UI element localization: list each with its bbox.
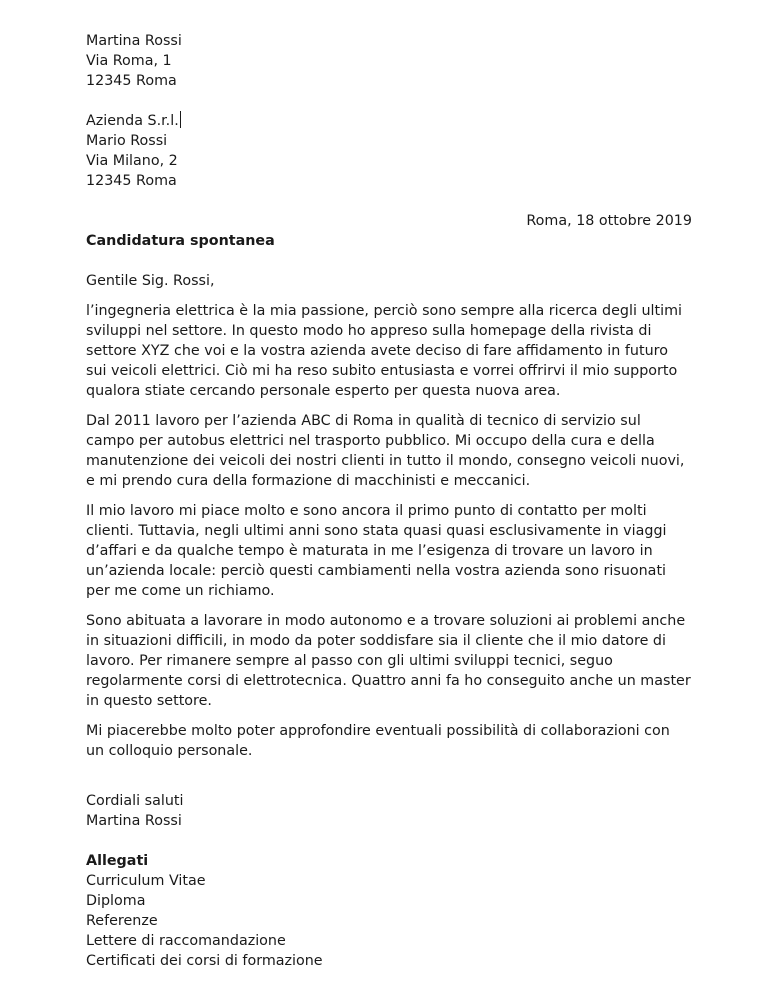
- recipient-city: 12345 Roma: [86, 173, 177, 189]
- sender-city: 12345 Roma: [86, 73, 177, 89]
- recipient-company: Azienda S.r.l.: [86, 113, 179, 129]
- recipient-address-block: [86, 111, 692, 191]
- letter-date: Roma, 18 ottobre 2019: [526, 213, 692, 229]
- sender-address-block: [86, 31, 692, 91]
- recipient-street: Via Milano, 2: [86, 153, 178, 169]
- sender-street: Via Roma, 1: [86, 53, 172, 69]
- attachment-item: Curriculum Vitae: [86, 873, 206, 889]
- attachment-item: Diploma: [86, 893, 146, 909]
- body-paragraph-2: Dal 2011 lavoro per l’azienda ABC di Roma in qualità di tecnico di servizio sul campo per autobus elettrici nel trasporto pubblico. Mi occupo della cura e della manutenzione dei veicoli dei nostri clienti in tutto il mondo, consegno veicoli nuovi, e mi prendo cura della formazione di macchinisti e meccanici.: [86, 413, 685, 489]
- body-paragraph-4: Sono abituata a lavorare in modo autonomo e a trovare soluzioni ai problemi anche in situazioni difficili, in modo da poter soddisfare sia il cliente che il mio datore di lavoro. Per rimanere sempre al passo con gli ultimi sviluppi tecnici, seguo regolarmente corsi di elettrotecnica. Quattro anni fa ho conseguito anche un master in questo settore.: [86, 613, 691, 709]
- letter-subject: Candidatura spontanea: [86, 233, 275, 249]
- attachments-title: Allegati: [86, 853, 149, 869]
- body-paragraph-1: l’ingegneria elettrica è la mia passione, perciò sono sempre alla ricerca degli ultimi sviluppi nel settore. In questo modo ho appreso sulla homepage della rivista di settore XYZ che voi e la vostra azienda avete deciso di fare affidamento in futuro sui veicoli elettrici. Ciò mi ha reso subito entusiasta e vorrei offrirvi il mio supporto qualora stiate cercando personale esperto per questa nuova area.: [86, 303, 682, 399]
- text-cursor: [180, 111, 181, 128]
- letter-document[interactable]: [86, 31, 692, 971]
- spacer: [86, 831, 692, 851]
- recipient-company-line[interactable]: [86, 111, 692, 131]
- spacer: [86, 91, 692, 111]
- attachment-item: Certificati dei corsi di formazione: [86, 953, 323, 969]
- signature: Martina Rossi: [86, 813, 182, 829]
- body-paragraph-3: Il mio lavoro mi piace molto e sono ancora il primo punto di contatto per molti clienti. Tuttavia, negli ultimi anni sono stata quasi quasi esclusivamente in viaggi d’affari e da qualche tempo è maturata in me l’esigenza di trovare un lavoro in un’azienda locale: perciò questi cambiamenti nella vostra azienda sono risuonati per me come un richiamo.: [86, 503, 667, 599]
- closing: Cordiali saluti: [86, 793, 184, 809]
- salutation: Gentile Sig. Rossi,: [86, 273, 215, 289]
- sender-name: Martina Rossi: [86, 33, 182, 49]
- attachment-item: Lettere di raccomandazione: [86, 933, 286, 949]
- attachment-item: Referenze: [86, 913, 158, 929]
- spacer: [86, 191, 692, 211]
- recipient-person: Mario Rossi: [86, 133, 168, 149]
- spacer: [86, 771, 692, 791]
- spacer: [86, 251, 692, 271]
- body-paragraph-5: Mi piacerebbe molto poter approfondire eventuali possibilità di collaborazioni con un colloquio personale.: [86, 723, 670, 759]
- attachments-block: [86, 851, 692, 971]
